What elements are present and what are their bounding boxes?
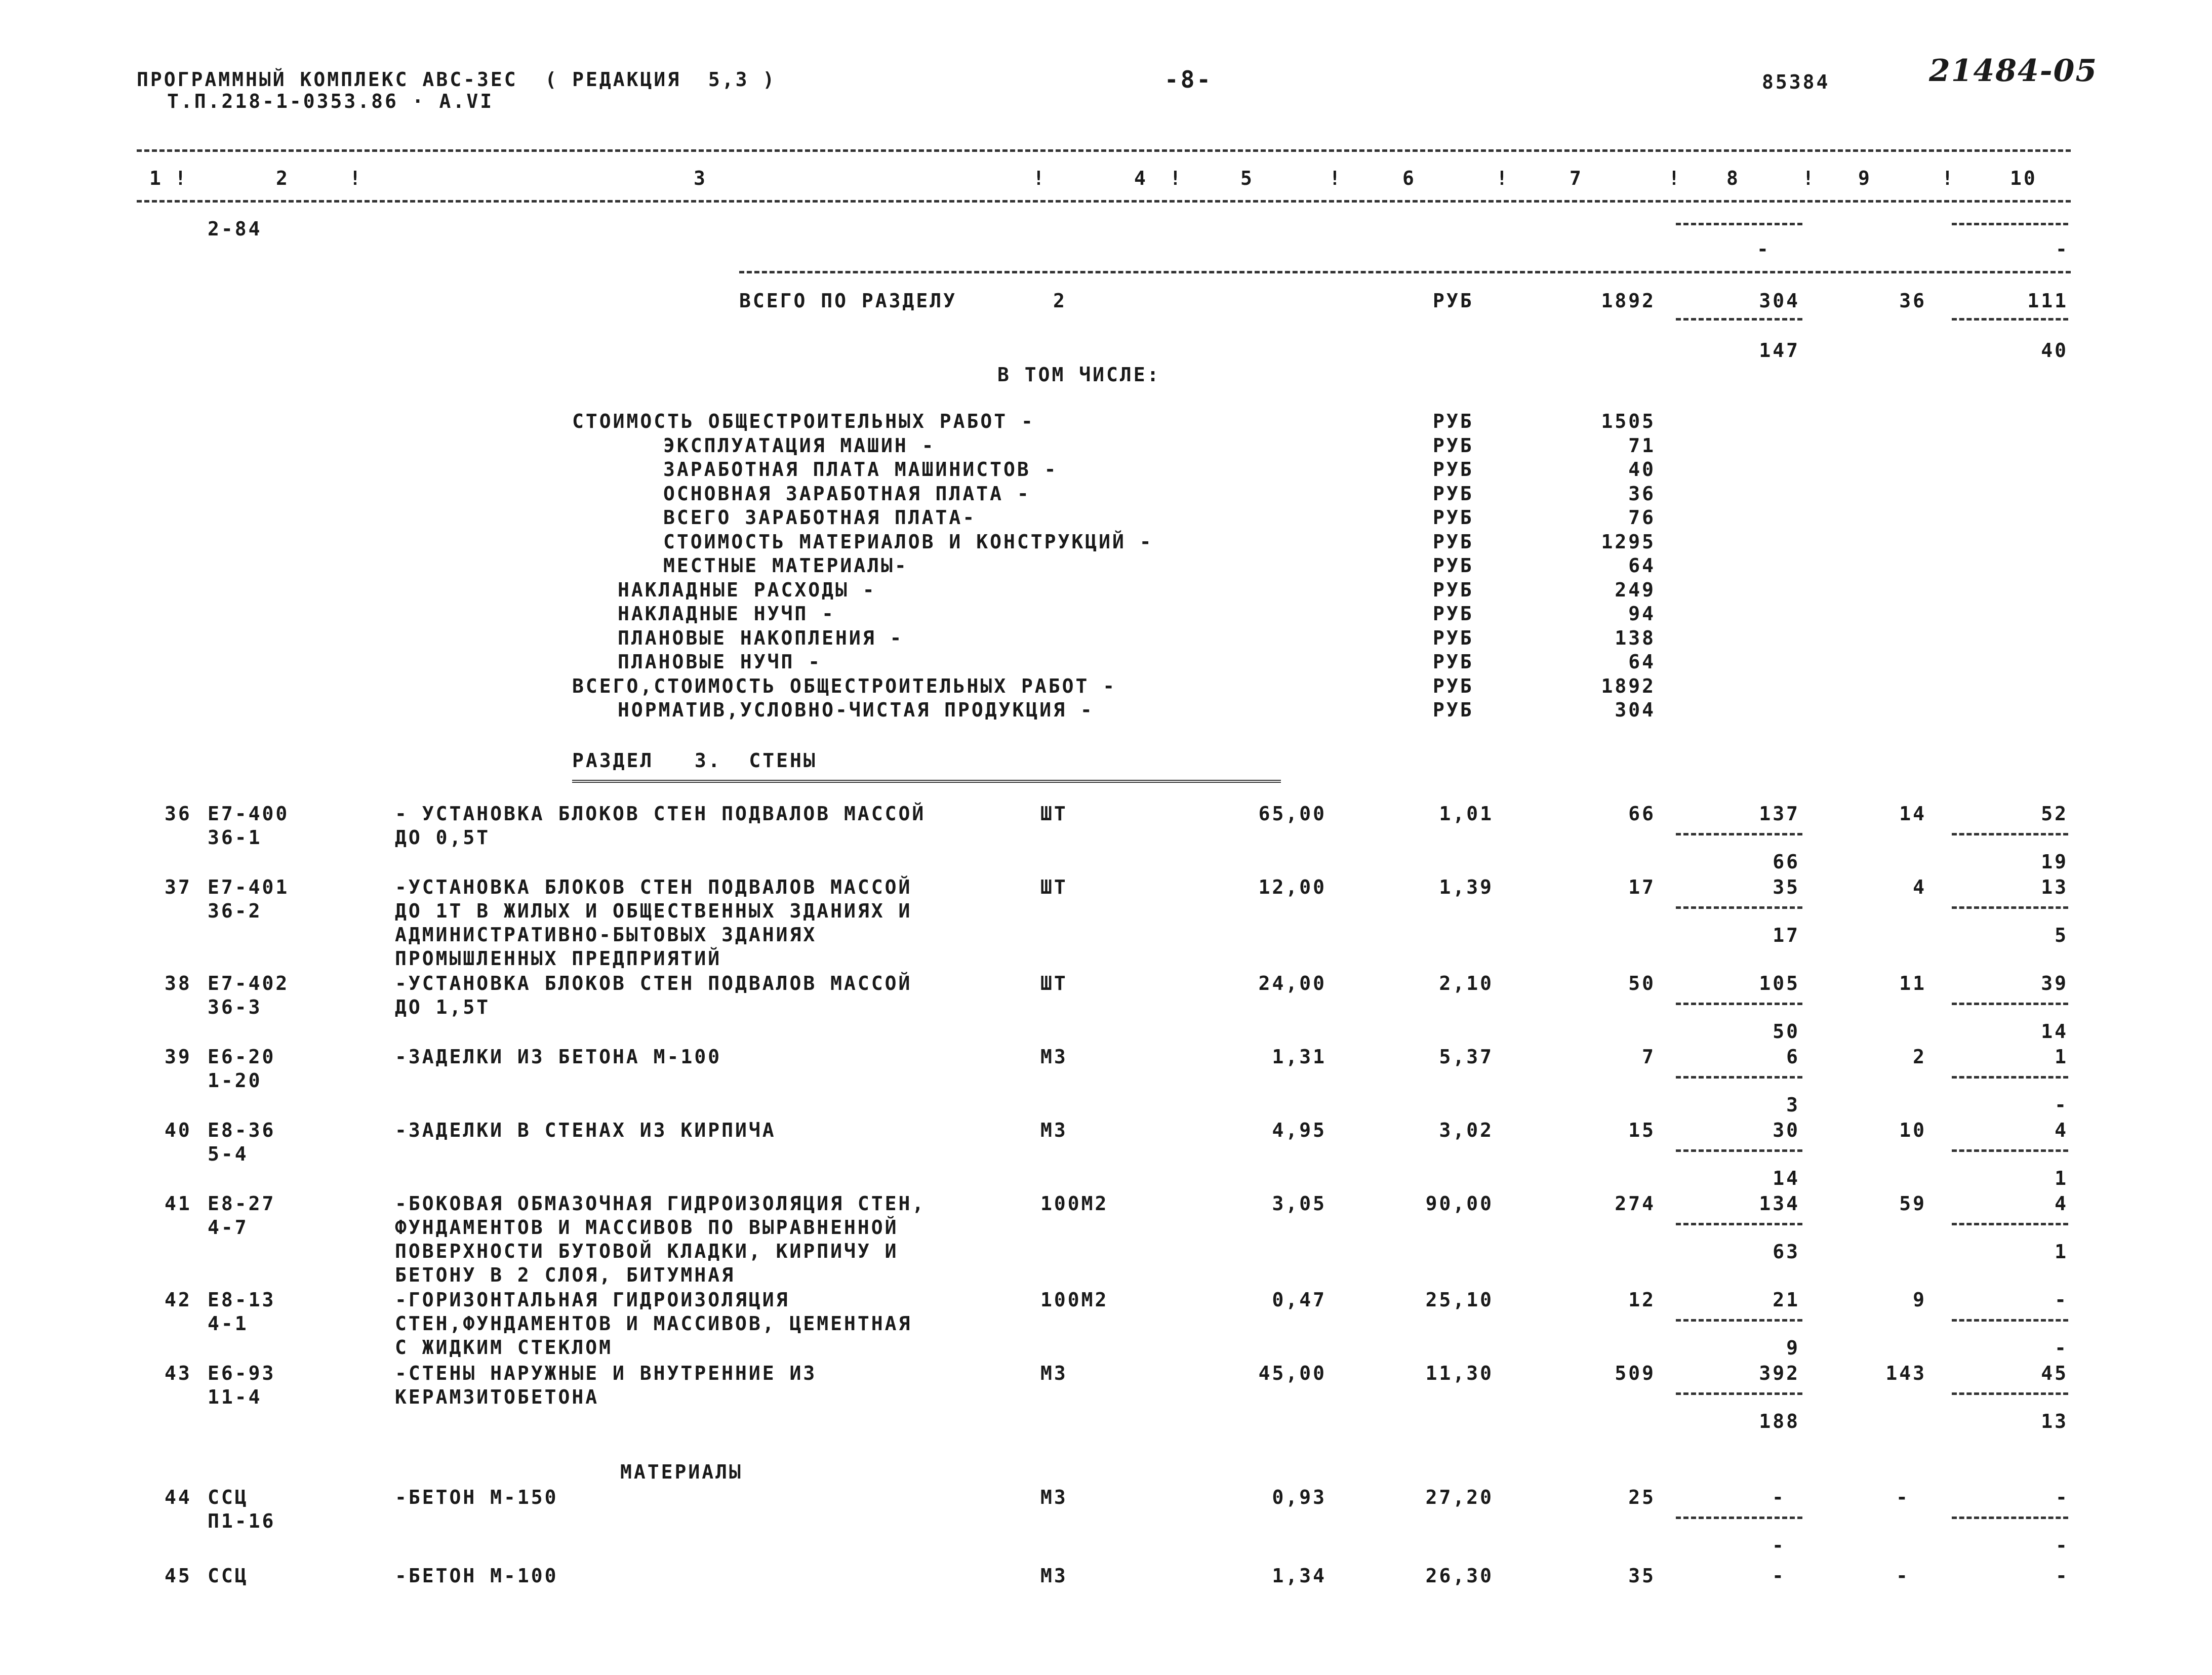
item-unit-price: 25,10 — [1425, 1289, 1494, 1311]
item-col9: 2 — [1913, 1046, 1926, 1068]
summary-value: 1295 — [1601, 530, 1656, 553]
summary-label: ВСЕГО,СТОИМОСТЬ ОБЩЕСТРОИТЕЛЬНЫХ РАБОТ - — [572, 674, 1117, 697]
summary-unit: РУБ — [1433, 674, 1474, 697]
item-description: - УСТАНОВКА БЛОКОВ СТЕН ПОДВАЛОВ МАССОЙ — [395, 803, 926, 825]
item-col8-bottom: 63 — [1773, 1241, 1800, 1263]
item-unit: ШТ — [1040, 972, 1068, 994]
material-unit: М3 — [1040, 1486, 1068, 1508]
col10-rule — [1952, 223, 2068, 225]
item-col7: 17 — [1628, 876, 1656, 898]
col8-rule — [1676, 1223, 1802, 1225]
col10-rule — [1952, 1149, 2068, 1152]
summary-unit: РУБ — [1433, 506, 1474, 529]
section-total-col10-bottom: 40 — [2041, 339, 2068, 362]
section-total-rule — [739, 271, 2071, 273]
item-col10: 13 — [2041, 876, 2068, 898]
summary-unit: РУБ — [1433, 603, 1474, 625]
column-separator: ! — [1329, 167, 1343, 189]
material-code: ССЦ — [208, 1486, 249, 1508]
handwritten-inventory-number: 21484-05 — [1929, 53, 2098, 89]
summary-value: 36 — [1628, 482, 1656, 505]
item-col7: 274 — [1615, 1192, 1656, 1215]
section-title-underline — [572, 780, 1281, 783]
material-col10-bottom: - — [2056, 1534, 2069, 1557]
summary-label: СТОИМОСТЬ МАТЕРИАЛОВ И КОНСТРУКЦИЙ - — [663, 530, 1153, 553]
col10-rule — [1952, 1223, 2068, 1225]
header-top-rule — [137, 149, 2071, 152]
item-number: 36 — [165, 803, 192, 825]
summary-value: 40 — [1628, 458, 1656, 481]
column-separator: ! — [1942, 167, 1955, 189]
summary-unit: РУБ — [1433, 530, 1474, 553]
column-separator: ! — [349, 167, 363, 189]
section-title: РАЗДЕЛ 3. СТЕНЫ — [572, 749, 817, 772]
item-description: -БОКОВАЯ ОБМАЗОЧНАЯ ГИДРОИЗОЛЯЦИЯ СТЕН, — [395, 1192, 926, 1215]
summary-label: ПЛАНОВЫЕ НУЧП - — [618, 651, 822, 673]
item-col8: 35 — [1773, 876, 1800, 898]
item-col8: 21 — [1773, 1289, 1800, 1311]
column-separator: ! — [1170, 167, 1183, 189]
column-number: 2 — [276, 167, 290, 189]
summary-label: МЕСТНЫЕ МАТЕРИАЛЫ- — [663, 554, 908, 577]
item-unit-price: 5,37 — [1439, 1046, 1494, 1068]
item-col8: 392 — [1759, 1362, 1800, 1384]
col10-rule — [1952, 1076, 2068, 1079]
item-description: С ЖИДКИМ СТЕКЛОМ — [395, 1336, 613, 1359]
summary-value: 249 — [1615, 578, 1656, 601]
material-col10: - — [2056, 1486, 2069, 1508]
summary-value: 304 — [1615, 699, 1656, 721]
materials-title: МАТЕРИАЛЫ — [620, 1461, 743, 1483]
item-col7: 50 — [1628, 972, 1656, 994]
item-col10: 45 — [2041, 1362, 2068, 1384]
item-quantity: 0,47 — [1272, 1289, 1326, 1311]
col10-rule — [1952, 318, 2068, 321]
item-code: Е8-27 — [208, 1192, 276, 1215]
material-col8: - — [1772, 1486, 1786, 1508]
item-col7: 66 — [1628, 803, 1656, 825]
section-total-label: ВСЕГО ПО РАЗДЕЛУ — [739, 290, 957, 312]
col10-rule — [1952, 1392, 2068, 1395]
item-col7: 509 — [1615, 1362, 1656, 1384]
item-code: Е6-20 — [208, 1046, 276, 1068]
material-col8: - — [1772, 1565, 1786, 1587]
item-code: Е8-36 — [208, 1119, 276, 1141]
col8-rule — [1676, 1517, 1802, 1519]
summary-unit: РУБ — [1433, 699, 1474, 721]
item-code-ref: 1-20 — [208, 1069, 262, 1092]
item-unit-price: 90,00 — [1425, 1192, 1494, 1215]
item-col8: 134 — [1759, 1192, 1800, 1215]
material-code-ref: П1-16 — [208, 1510, 276, 1532]
item-description: БЕТОНУ В 2 СЛОЯ, БИТУМНАЯ — [395, 1264, 735, 1286]
column-number: 8 — [1726, 167, 1740, 189]
summary-label: НАКЛАДНЫЕ РАСХОДЫ - — [618, 578, 876, 601]
summary-label: ОСНОВНАЯ ЗАРАБОТНАЯ ПЛАТА - — [663, 482, 1031, 505]
col8-rule — [1676, 1319, 1802, 1322]
item-unit-price: 3,02 — [1439, 1119, 1494, 1141]
item-col8-bottom: 188 — [1759, 1410, 1800, 1432]
summary-value: 1505 — [1601, 410, 1656, 432]
item-col10: 4 — [2055, 1192, 2068, 1215]
column-number: 5 — [1240, 167, 1254, 189]
prev-code: 2-84 — [208, 218, 262, 240]
item-unit-price: 1,01 — [1439, 803, 1494, 825]
item-description: -УСТАНОВКА БЛОКОВ СТЕН ПОДВАЛОВ МАССОЙ — [395, 972, 912, 994]
item-description: -ГОРИЗОНТАЛЬНАЯ ГИДРОИЗОЛЯЦИЯ — [395, 1289, 790, 1311]
column-number: 4 — [1134, 167, 1148, 189]
material-unit-price: 27,20 — [1425, 1486, 1494, 1508]
item-col10-bottom: 13 — [2041, 1410, 2068, 1432]
item-col8: 30 — [1773, 1119, 1800, 1141]
col8-rule — [1676, 906, 1802, 909]
summary-value: 64 — [1628, 554, 1656, 577]
item-col8: 6 — [1786, 1046, 1800, 1068]
item-col10: 1 — [2055, 1046, 2068, 1068]
item-unit: М3 — [1040, 1046, 1068, 1068]
item-description: АДМИНИСТРАТИВНО-БЫТОВЫХ ЗДАНИЯХ — [395, 924, 817, 946]
item-quantity: 3,05 — [1272, 1192, 1326, 1215]
col8-rule — [1676, 1003, 1802, 1005]
col8-rule — [1676, 223, 1802, 225]
col10-rule — [1952, 906, 2068, 909]
item-number: 41 — [165, 1192, 192, 1215]
item-col10-bottom: 19 — [2041, 851, 2068, 873]
item-quantity: 12,00 — [1258, 876, 1326, 898]
item-code-ref: 36-1 — [208, 826, 262, 849]
summary-unit: РУБ — [1433, 434, 1474, 457]
material-quantity: 1,34 — [1272, 1565, 1326, 1587]
section-total-col10: 111 — [2027, 290, 2068, 312]
summary-label: ПЛАНОВЫЕ НАКОПЛЕНИЯ - — [618, 626, 904, 649]
item-col10-bottom: - — [2055, 1094, 2068, 1116]
project-code: Т.П.218-1-0353.86 · А.VI — [167, 90, 494, 112]
item-number: 42 — [165, 1289, 192, 1311]
col10-rule — [1952, 1319, 2068, 1322]
summary-label: НАКЛАДНЫЕ НУЧП - — [618, 603, 836, 625]
page-number: -8- — [1164, 66, 1213, 93]
item-col10-bottom: - — [2055, 1337, 2068, 1359]
summary-label: СТОИМОСТЬ ОБЩЕСТРОИТЕЛЬНЫХ РАБОТ - — [572, 410, 1035, 432]
material-col7: 35 — [1628, 1565, 1656, 1587]
column-separator: ! — [175, 167, 188, 189]
item-code: Е7-400 — [208, 803, 290, 825]
item-number: 37 — [165, 876, 192, 898]
item-col10-bottom: 5 — [2055, 924, 2068, 946]
material-number: 45 — [165, 1565, 192, 1587]
item-description: ДО 1,5Т — [395, 996, 491, 1018]
item-col10: 39 — [2041, 972, 2068, 994]
section-total-col8: 304 — [1759, 290, 1800, 312]
col10-rule — [1952, 1517, 2068, 1519]
item-col9: 14 — [1899, 803, 1926, 825]
summary-label: ВСЕГО ЗАРАБОТНАЯ ПЛАТА- — [663, 506, 977, 529]
item-col7: 7 — [1642, 1046, 1656, 1068]
item-col10-bottom: 14 — [2041, 1020, 2068, 1043]
col8-rule — [1676, 1076, 1802, 1079]
item-description: ФУНДАМЕНТОВ И МАССИВОВ ПО ВЫРАВНЕННОЙ — [395, 1216, 899, 1239]
summary-label: ЭКСПЛУАТАЦИЯ МАШИН - — [663, 434, 936, 457]
item-col8: 137 — [1759, 803, 1800, 825]
item-col9: 143 — [1885, 1362, 1926, 1384]
item-unit: ШТ — [1040, 803, 1068, 825]
item-quantity: 24,00 — [1258, 972, 1326, 994]
header-bottom-rule — [137, 200, 2071, 203]
column-number: 9 — [1858, 167, 1872, 189]
column-number: 1 — [149, 167, 163, 189]
item-col9: 10 — [1899, 1119, 1926, 1141]
item-col7: 15 — [1628, 1119, 1656, 1141]
summary-unit: РУБ — [1433, 578, 1474, 601]
section-total-col9: 36 — [1899, 290, 1926, 312]
item-unit-price: 1,39 — [1439, 876, 1494, 898]
item-description: ДО 0,5Т — [395, 826, 491, 849]
item-col8-bottom: 9 — [1786, 1337, 1800, 1359]
summary-value: 76 — [1628, 506, 1656, 529]
item-col10-bottom: 1 — [2055, 1241, 2068, 1263]
item-unit: 100М2 — [1040, 1289, 1109, 1311]
item-code: Е8-13 — [208, 1289, 276, 1311]
item-unit: ШТ — [1040, 876, 1068, 898]
column-separator: ! — [1668, 167, 1682, 189]
material-col9: - — [1896, 1565, 1910, 1587]
summary-unit: РУБ — [1433, 482, 1474, 505]
summary-unit: РУБ — [1433, 651, 1474, 673]
column-separator: ! — [1496, 167, 1510, 189]
item-quantity: 65,00 — [1258, 803, 1326, 825]
section-total-col8-bottom: 147 — [1759, 339, 1800, 362]
material-description: -БЕТОН М-100 — [395, 1565, 558, 1587]
item-description: ДО 1Т В ЖИЛЫХ И ОБЩЕСТВЕННЫХ ЗДАНИЯХ И — [395, 900, 912, 922]
item-col8-bottom: 3 — [1786, 1094, 1800, 1116]
item-code-ref: 11-4 — [208, 1386, 262, 1408]
item-number: 38 — [165, 972, 192, 994]
summary-unit: РУБ — [1433, 554, 1474, 577]
material-col10: - — [2056, 1565, 2069, 1587]
item-code: Е6-93 — [208, 1362, 276, 1384]
item-code-ref: 36-3 — [208, 996, 262, 1018]
item-unit: М3 — [1040, 1362, 1068, 1384]
item-code-ref: 36-2 — [208, 900, 262, 922]
col8-rule — [1676, 1149, 1802, 1152]
material-description: -БЕТОН М-150 — [395, 1486, 558, 1508]
prev-col10-bottom: - — [2056, 238, 2069, 260]
summary-value: 71 — [1628, 434, 1656, 457]
item-col8-bottom: 17 — [1773, 924, 1800, 946]
item-col7: 12 — [1628, 1289, 1656, 1311]
item-col8-bottom: 14 — [1773, 1167, 1800, 1189]
item-unit: 100М2 — [1040, 1192, 1109, 1215]
including-title: В ТОМ ЧИСЛЕ: — [997, 364, 1161, 386]
item-description: -ЗАДЕЛКИ В СТЕНАХ ИЗ КИРПИЧА — [395, 1119, 776, 1141]
item-number: 40 — [165, 1119, 192, 1141]
item-code: Е7-401 — [208, 876, 290, 898]
material-unit: М3 — [1040, 1565, 1068, 1587]
material-col9: - — [1896, 1486, 1910, 1508]
item-number: 39 — [165, 1046, 192, 1068]
item-unit-price: 11,30 — [1425, 1362, 1494, 1384]
summary-unit: РУБ — [1433, 626, 1474, 649]
item-col8-bottom: 66 — [1773, 851, 1800, 873]
summary-unit: РУБ — [1433, 410, 1474, 432]
summary-label: НОРМАТИВ,УСЛОВНО-ЧИСТАЯ ПРОДУКЦИЯ - — [618, 699, 1094, 721]
item-col9: 11 — [1899, 972, 1926, 994]
item-description: -УСТАНОВКА БЛОКОВ СТЕН ПОДВАЛОВ МАССОЙ — [395, 876, 912, 898]
col8-rule — [1676, 1392, 1802, 1395]
section-total-unit: РУБ — [1433, 290, 1474, 312]
col8-rule — [1676, 318, 1802, 321]
material-code: ССЦ — [208, 1565, 249, 1587]
item-description: ПОВЕРХНОСТИ БУТОВОЙ КЛАДКИ, КИРПИЧУ И — [395, 1240, 899, 1262]
document-code: 85384 — [1762, 71, 1830, 93]
item-quantity: 4,95 — [1272, 1119, 1326, 1141]
item-quantity: 45,00 — [1258, 1362, 1326, 1384]
column-number: 3 — [694, 167, 707, 189]
col8-rule — [1676, 833, 1802, 835]
item-description: -СТЕНЫ НАРУЖНЫЕ И ВНУТРЕННИЕ ИЗ — [395, 1362, 817, 1384]
column-separator: ! — [1033, 167, 1047, 189]
item-col8-bottom: 50 — [1773, 1020, 1800, 1043]
section-total-col7: 1892 — [1601, 290, 1656, 312]
material-quantity: 0,93 — [1272, 1486, 1326, 1508]
material-col8-bottom: - — [1772, 1534, 1786, 1557]
material-unit-price: 26,30 — [1425, 1565, 1494, 1587]
col10-rule — [1952, 1003, 2068, 1005]
column-number: 6 — [1402, 167, 1416, 189]
item-number: 43 — [165, 1362, 192, 1384]
item-code-ref: 4-1 — [208, 1312, 249, 1335]
item-col9: 9 — [1913, 1289, 1926, 1311]
item-description: ПРОМЫШЛЕННЫХ ПРЕДПРИЯТИЙ — [395, 947, 722, 970]
item-col10: - — [2055, 1289, 2068, 1311]
item-unit-price: 2,10 — [1439, 972, 1494, 994]
program-title: ПРОГРАММНЫЙ КОМПЛЕКС АВС-ЗЕС ( РЕДАКЦИЯ 5,3 ) — [137, 68, 777, 91]
item-description: СТЕН,ФУНДАМЕНТОВ И МАССИВОВ, ЦЕМЕНТНАЯ — [395, 1312, 912, 1335]
item-col10: 52 — [2041, 803, 2068, 825]
summary-value: 1892 — [1601, 674, 1656, 697]
item-code: Е7-402 — [208, 972, 290, 994]
summary-value: 94 — [1628, 603, 1656, 625]
item-quantity: 1,31 — [1272, 1046, 1326, 1068]
material-col7: 25 — [1628, 1486, 1656, 1508]
column-number: 10 — [2010, 167, 2037, 189]
summary-value: 64 — [1628, 651, 1656, 673]
item-description: КЕРАМЗИТОБЕТОНА — [395, 1386, 599, 1408]
column-separator: ! — [1802, 167, 1816, 189]
summary-unit: РУБ — [1433, 458, 1474, 481]
summary-value: 138 — [1615, 626, 1656, 649]
item-code-ref: 4-7 — [208, 1216, 249, 1239]
item-col10-bottom: 1 — [2055, 1167, 2068, 1189]
item-code-ref: 5-4 — [208, 1143, 249, 1165]
item-col9: 4 — [1913, 876, 1926, 898]
material-number: 44 — [165, 1486, 192, 1508]
col10-rule — [1952, 833, 2068, 835]
item-col9: 59 — [1899, 1192, 1926, 1215]
item-col10: 4 — [2055, 1119, 2068, 1141]
column-number: 7 — [1570, 167, 1583, 189]
section-total-section: 2 — [1053, 290, 1067, 312]
prev-col8-bottom: - — [1757, 238, 1771, 260]
summary-label: ЗАРАБОТНАЯ ПЛАТА МАШИНИСТОВ - — [663, 458, 1058, 481]
item-description: -ЗАДЕЛКИ ИЗ БЕТОНА М-100 — [395, 1046, 722, 1068]
item-col8: 105 — [1759, 972, 1800, 994]
item-unit: М3 — [1040, 1119, 1068, 1141]
